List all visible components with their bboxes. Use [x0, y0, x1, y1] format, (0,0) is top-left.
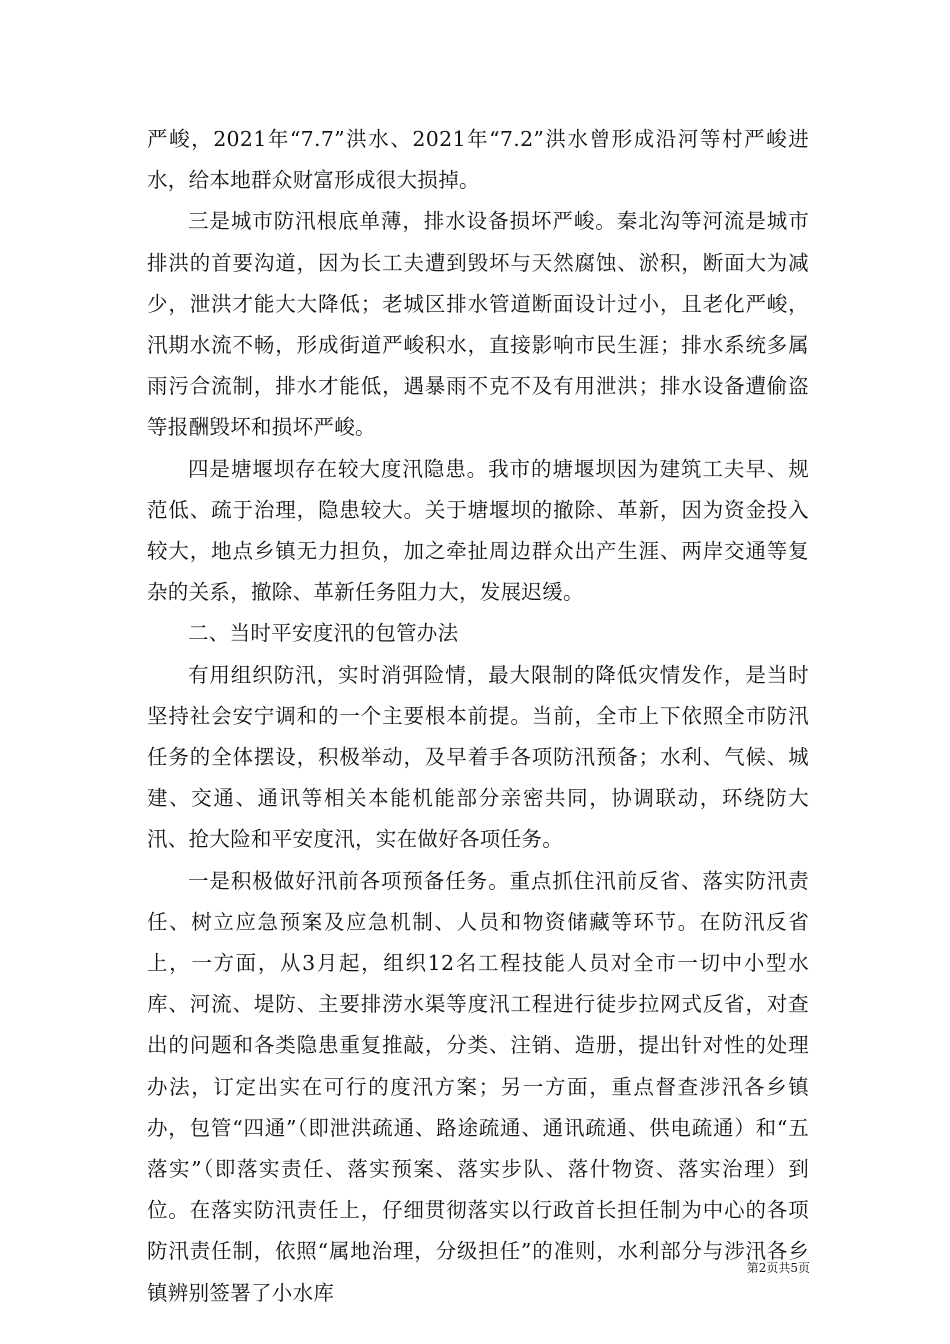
paragraph-intro: 有用组织防汛，实时消弭险情，最大限制的降低灾情发作，是当时坚持社会安宁调和的一个主要根本前提。当前，全市上下依照全市防汛任务的全体摆设，积极举动，及早着手各项防汛预备；水利、气候、城建、交通、通讯等相关本能机能部分亲密共同，协调联动，环绕防大汛、抢大险和平安度汛，实在做好各项任务。 — [147, 662, 809, 852]
document-body — [147, 119, 809, 1314]
section-heading: 二、当时平安度汛的包管办法 — [188, 621, 459, 646]
paragraph-point-three: 三是城市防汛根底单薄，排水设备损坏严峻。秦北沟等河流是城市排洪的首要沟道，因为长工夫遭到毁坏与天然腐蚀、淤积，断面大为减少，泄洪才能大大降低；老城区排水管道断面设计过小，且老化严峻，汛期水流不畅，形成街道严峻积水，直接影响市民生涯；排水系统多属雨污合流制，排水才能低，遇暴雨不克不及有用泄洪；排水设备遭偷盗等报酬毁坏和损坏严峻。 — [147, 209, 809, 440]
page-number: 第2页共5页 — [746, 1261, 810, 1275]
paragraph-point-one: 一是积极做好汛前各项预备任务。重点抓住汛前反省、落实防汛责任、树立应急预案及应急机制、人员和物资储藏等环节。在防汛反省上，一方面，从3月起，组织12名工程技能人员对全市一切中小型水库、河流、堤防、主要排涝水渠等度汛工程进行徒步拉网式反省，对查出的问题和各类隐患重复推敲，分类、注销、造册，提出针对性的处理办法，订定出实在可行的度汛方案；另一方面，重点督查涉汛各乡镇办，包管“四通”（即泄洪疏通、路途疏通、通讯疏通、供电疏通）和“五落实”（即落实责任、落实预案、落实步队、落什物资、落实治理）到位。在落实防汛责任上，仔细贯彻落实以行政首长担任制为中心的各项防汛责任制，依照“属地治理，分级担任”的准则，水利部分与涉汛各乡镇辨别签署了小水库 — [147, 868, 809, 1305]
paragraph-point-four: 四是塘堰坝存在较大度汛隐患。我市的塘堰坝因为建筑工夫早、规范低、疏于治理，隐患较大。关于塘堰坝的撤除、革新，因为资金投入较大，地点乡镇无力担负，加之牵扯周边群众出产生涯、两岸交通等复杂的关系，撤除、革新任务阻力大，发展迟缓。 — [147, 456, 809, 605]
paragraph-continued: 严峻，2021年“7.7”洪水、2021年“7.2”洪水曾形成沿河等村严峻进水，给本地群众财富形成很大损掉。 — [147, 127, 809, 193]
